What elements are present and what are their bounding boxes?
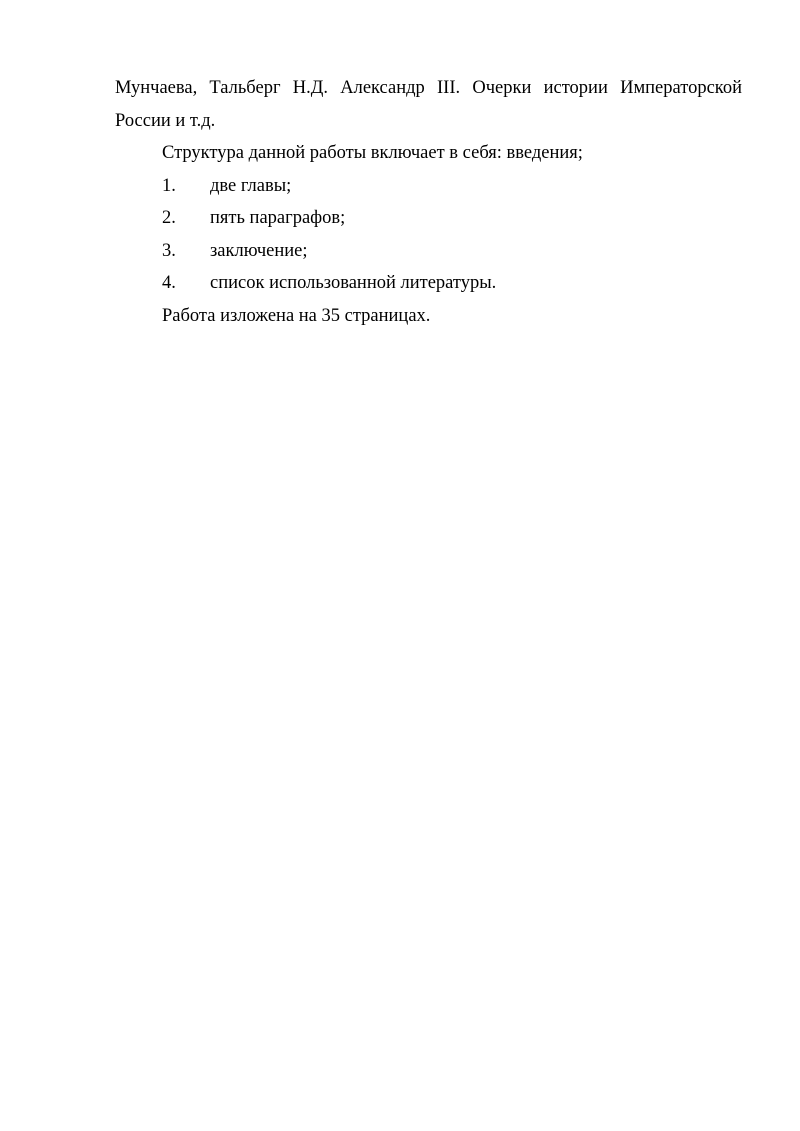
references-paragraph: Мунчаева, Тальберг Н.Д. Александр III. Очерки истории Императорской России и т.д. <box>115 78 742 131</box>
list-item <box>115 235 742 268</box>
document-body <box>115 72 742 332</box>
list-item-number: 3. <box>162 240 176 261</box>
list-item-number: 1. <box>162 175 176 196</box>
list-item-number: 2. <box>162 208 176 228</box>
list-item-number: 4. <box>162 273 176 293</box>
list-item-text: пять параграфов; <box>210 208 346 228</box>
list-item <box>115 202 742 235</box>
list-item-text: список использованной литературы. <box>210 273 497 293</box>
structure-paragraph: Структура данной работы включает в себя: введения; <box>162 143 583 163</box>
page-count-paragraph: Работа изложена на 35 страницах. <box>162 305 431 326</box>
structure-list <box>115 170 742 300</box>
list-item <box>115 170 742 203</box>
list-item-text: две главы; <box>210 175 292 196</box>
list-item <box>115 267 742 300</box>
list-item-text: заключение; <box>210 240 308 261</box>
